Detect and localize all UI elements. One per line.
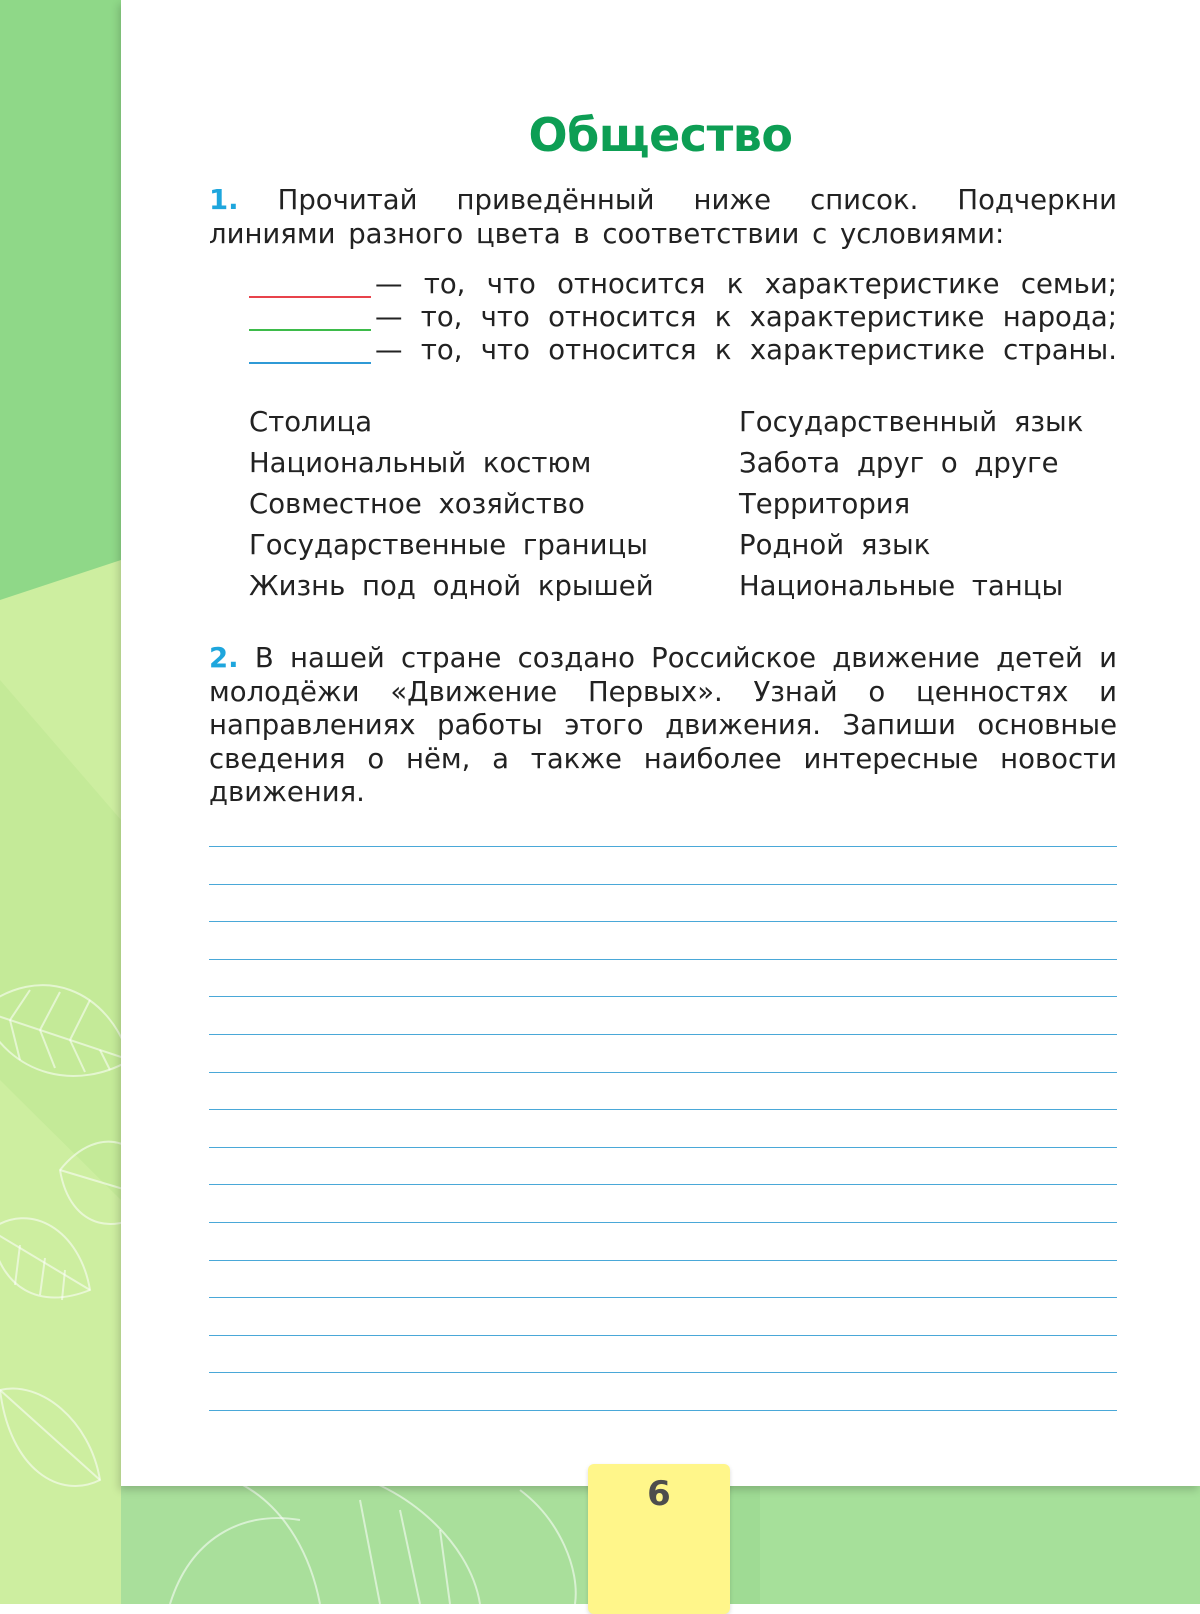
red-underline-sample xyxy=(249,296,371,298)
page-title: Общество xyxy=(528,108,793,162)
writing-line[interactable] xyxy=(209,1335,1117,1336)
legend-country-text: — то, что относится к характеристике страны. xyxy=(375,334,1117,366)
legend-people xyxy=(249,301,1117,335)
task-2-text: В нашей стране создано Российское движение детей и молодёжи «Движение Первых». Узнай о ценностях и направлениях работы этого движения. Запиши основные сведения о нём, а также наиболее интересные новости движения. xyxy=(209,642,1117,808)
writing-line[interactable] xyxy=(209,1034,1117,1035)
writing-line[interactable] xyxy=(209,846,1117,847)
writing-line[interactable] xyxy=(209,1109,1117,1110)
list-item[interactable]: Забота друг о друге xyxy=(739,447,1059,479)
writing-line[interactable] xyxy=(209,1297,1117,1298)
writing-line[interactable] xyxy=(209,1222,1117,1223)
task-2-instruction xyxy=(209,642,1117,810)
writing-line[interactable] xyxy=(209,1147,1117,1148)
writing-line[interactable] xyxy=(209,959,1117,960)
list-item[interactable]: Столица xyxy=(249,406,373,438)
writing-line[interactable] xyxy=(209,1372,1117,1373)
task-2-number: 2. xyxy=(209,642,239,674)
legend-family xyxy=(249,268,1117,302)
blue-underline-sample xyxy=(249,362,371,364)
list-item[interactable]: Государственный язык xyxy=(739,406,1084,438)
word-list-right xyxy=(739,402,1083,607)
list-item[interactable]: Жизнь под одной крышей xyxy=(249,570,654,602)
task-1-text: Прочитай приведённый ниже список. Подчеркни линиями разного цвета в соответствии с условиями: xyxy=(209,184,1117,250)
writing-line[interactable] xyxy=(209,1072,1117,1073)
list-item[interactable]: Национальный костюм xyxy=(249,447,592,479)
legend-country xyxy=(249,334,1117,368)
writing-line[interactable] xyxy=(209,1410,1117,1411)
word-list-left xyxy=(249,402,654,607)
task-1-number: 1. xyxy=(209,184,239,216)
writing-line[interactable] xyxy=(209,921,1117,922)
list-item[interactable]: Территория xyxy=(739,488,911,520)
writing-line[interactable] xyxy=(209,1260,1117,1261)
writing-line[interactable] xyxy=(209,1184,1117,1185)
list-item[interactable]: Родной язык xyxy=(739,529,931,561)
writing-line[interactable] xyxy=(209,884,1117,885)
list-item[interactable]: Государственные границы xyxy=(249,529,648,561)
list-item[interactable]: Совместное хозяйство xyxy=(249,488,585,520)
legend-people-text: — то, что относится к характеристике народа; xyxy=(375,301,1117,333)
green-underline-sample xyxy=(249,329,371,331)
list-item[interactable]: Национальные танцы xyxy=(739,570,1064,602)
page-number: 6 xyxy=(647,1474,671,1514)
page-number-tab xyxy=(588,1464,730,1614)
task-1-instruction xyxy=(209,184,1117,251)
workbook-sheet xyxy=(121,0,1200,1486)
writing-line[interactable] xyxy=(209,996,1117,997)
legend-family-text: — то, что относится к характеристике семьи; xyxy=(375,268,1117,300)
